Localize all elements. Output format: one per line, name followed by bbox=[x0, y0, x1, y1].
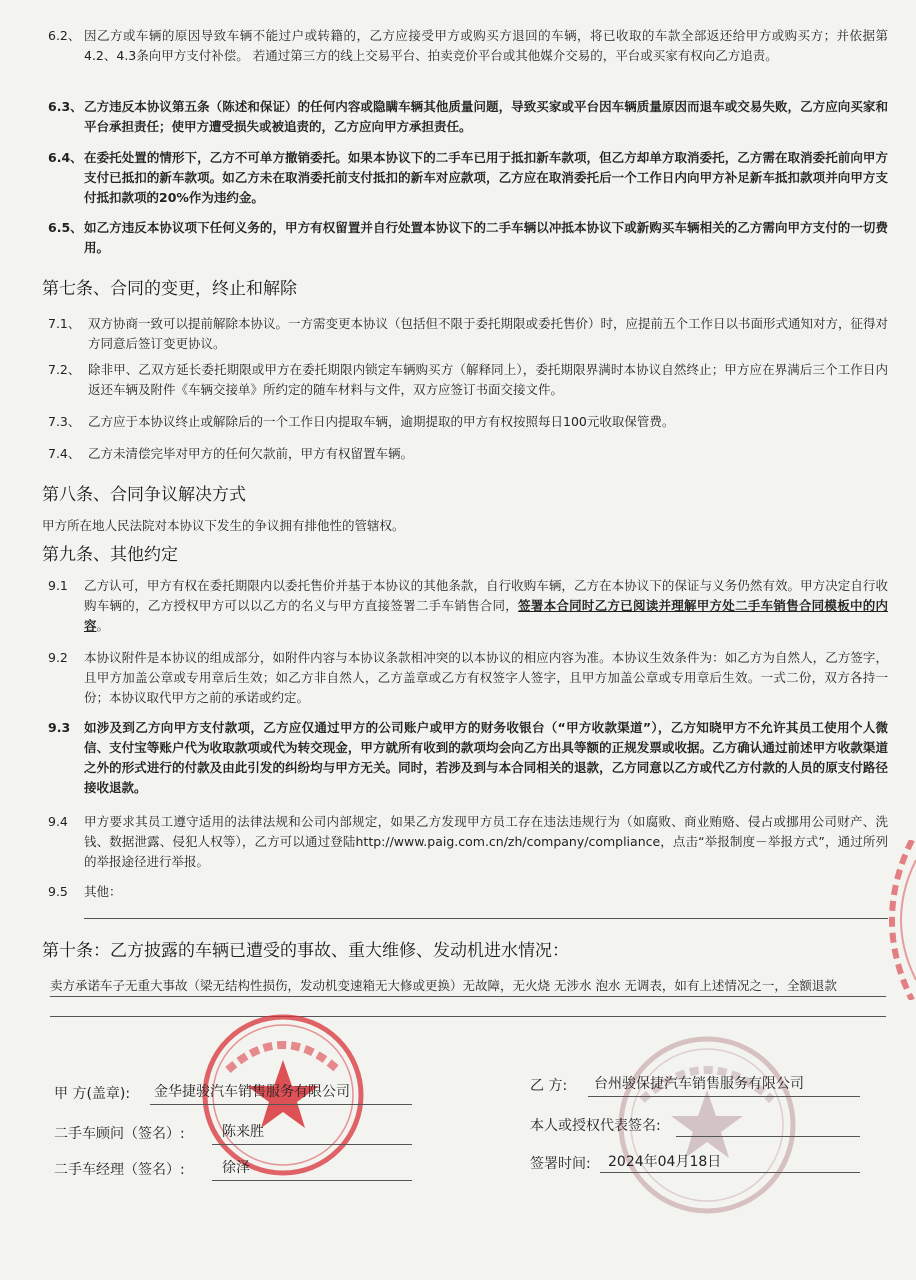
party-a-name: 金华捷骏汽车销售服务有限公司 bbox=[154, 1084, 350, 1100]
section-8-title: 第八条、合同争议解决方式 bbox=[42, 485, 246, 505]
clause-6-4 bbox=[48, 148, 888, 208]
clause-end: 。 bbox=[96, 618, 110, 633]
disclosure-line-2 bbox=[50, 1016, 886, 1017]
signing-date: 2024年04月18日 bbox=[608, 1154, 722, 1170]
clause-text: 乙方违反本协议第五条（陈述和保证）的任何内容或隐瞒车辆其他质量问题，导致买家或平台因车辆质量原因而退车或交易失败，乙方应向买家和平台承担责任；使甲方遭受损失或被追责的，乙方应向甲方承担责任。 bbox=[84, 99, 888, 134]
clause-text: 在委托处置的情形下，乙方不可单方撤销委托。如果本协议下的二手车已用于抵扣新车款项，但乙方却单方取消委托，乙方需在取消委托前向甲方支付已抵扣的新车款项。如乙方未在取消委托前支付抵扣的新车对应款项，乙方应在取消委托后一个工作日内向甲方补足新车抵扣款项并向甲方支付抵扣款项的20%作为违约金。 bbox=[84, 150, 888, 205]
clause-9-3 bbox=[48, 718, 888, 798]
advisor-line bbox=[212, 1144, 412, 1145]
section-9-title: 第九条、其他约定 bbox=[42, 545, 178, 565]
clause-9-1 bbox=[48, 576, 888, 636]
clause-number: 6.3、 bbox=[48, 99, 83, 114]
clause-number: 9.3 bbox=[48, 720, 71, 735]
clause-text: 除非甲、乙双方延长委托期限或甲方在委托期限内锁定车辆购买方（解释同上），委托期限界满时本协议自然终止；甲方应在界满后三个工作日内返还车辆及附件《车辆交接单》所约定的随车材料与文件，双方应签订书面交接文件。 bbox=[88, 362, 888, 397]
party-a-label: 甲 方(盖章): bbox=[54, 1086, 131, 1102]
section-10-title: 第十条：乙方披露的车辆已遭受的事故、重大维修、发动机进水情况： bbox=[42, 941, 569, 961]
clause-7-1 bbox=[48, 314, 888, 354]
clause-number: 7.4、 bbox=[48, 446, 81, 461]
clause-number: 9.5 bbox=[48, 884, 68, 899]
clause-number: 9.1 bbox=[48, 578, 68, 593]
clause-number: 7.1、 bbox=[48, 316, 81, 331]
clause-text: 双方协商一致可以提前解除本协议。一方需变更本协议（包括但不限于委托期限或委托售价）时，应提前五个工作日以书面形式通知对方，征得对方同意后签订变更协议。 bbox=[88, 316, 889, 351]
party-b-line bbox=[588, 1096, 860, 1097]
clause-9-4 bbox=[48, 812, 888, 872]
edge-seal-fragment bbox=[862, 840, 916, 1000]
section-8-text: 甲方所在地人民法院对本协议下发生的争议拥有排他性的管辖权。 bbox=[42, 518, 405, 533]
party-b-label: 乙 方: bbox=[530, 1078, 568, 1094]
section-7-title: 第七条、合同的变更，终止和解除 bbox=[42, 279, 297, 299]
clause-text: 甲方要求其员工遵守适用的法律法规和公司内部规定，如果乙方发现甲方员工存在违法违规行为（如腐败、商业贿赂、侵占或挪用公司财产、洗钱、数据泄露、侵犯人权等），乙方可以通过登陆http://www.paig.com.cn/zh/company/compliance，点击“举报制度－举报方式”，通过所列的举报途径进行举报。 bbox=[84, 814, 888, 869]
representative-label: 本人或授权代表签名: bbox=[530, 1118, 661, 1134]
clause-number: 7.3、 bbox=[48, 414, 81, 429]
representative-line bbox=[676, 1136, 860, 1137]
clause-number: 7.2、 bbox=[48, 362, 81, 377]
clause-body: 乙方认可，甲方有权在委托期限内以委托售价并基于本协议的其他条款，自行收购车辆，乙方在本协议下的保证与义务仍然有效。甲方决定自行收购车辆的，乙方授权甲方可以以乙方的名义与甲方直接签署二手车销售合同， bbox=[84, 578, 888, 613]
party-b-name: 台州骏保捷汽车销售服务有限公司 bbox=[594, 1076, 804, 1092]
clause-text: 乙方未清偿完毕对甲方的任何欠款前，甲方有权留置车辆。 bbox=[88, 446, 414, 461]
date-label: 签署时间: bbox=[530, 1156, 591, 1172]
disclosure-line-1 bbox=[50, 996, 886, 997]
clause-text: 如涉及到乙方向甲方支付款项，乙方应仅通过甲方的公司账户或甲方的财务收银台（“甲方收款渠道”），乙方知晓甲方不允许其员工使用个人微信、支付宝等账户代为收取款项或代为转交现金，甲方就所有收到的款项均会向乙方出具等额的正规发票或收据。乙方确认通过前述甲方收款渠道之外的形式进行的付款及由此引发的纠纷均与甲方无关。同时，若涉及到与本合同相关的退款，乙方同意以乙方或代乙方付款的人员的原支付路径接收退款。 bbox=[84, 720, 888, 795]
date-line bbox=[600, 1172, 860, 1173]
other-terms-line bbox=[84, 918, 888, 919]
clause-text: 因乙方或车辆的原因导致车辆不能过户或转籍的，乙方应接受甲方或购买方退回的车辆，将已收取的车款全部返还给甲方或购买方；并依据第4.2、4.3条向甲方支付补偿。 若通过第三方的线上交易平台、拍卖竞价平台或其他媒介交易的，平台或买家有权向乙方追责。 bbox=[84, 28, 888, 63]
manager-line bbox=[212, 1180, 412, 1181]
clause-6-5 bbox=[48, 218, 888, 258]
clause-7-3 bbox=[48, 412, 888, 432]
manager-label: 二手车经理（签名）: bbox=[54, 1162, 185, 1178]
advisor-signature: 陈来胜 bbox=[222, 1124, 264, 1140]
clause-number: 6.5、 bbox=[48, 220, 83, 235]
clause-9-2 bbox=[48, 648, 888, 708]
party-a-line bbox=[150, 1104, 412, 1105]
clause-text: 本协议附件是本协议的组成部分，如附件内容与本协议条款相冲突的以本协议的相应内容为准。本协议生效条件为：如乙方为自然人，乙方签字，且甲方加盖公章或专用章后生效；如乙方非自然人，乙方盖章或乙方有权签字人签字，且甲方加盖公章或专用章后生效。一式二份，双方各持一份；本协议取代甲方之前的承诺或约定。 bbox=[84, 650, 888, 705]
clause-number: 6.2、 bbox=[48, 28, 81, 43]
section-10-text: 卖方承诺车子无重大事故（梁无结构性损伤，发动机变速箱无大修或更换）无故障，无火烧 无涉水 泡水 无调表，如有上述情况之一，全额退款 bbox=[50, 978, 837, 993]
clause-6-2 bbox=[48, 26, 888, 66]
clause-text: 乙方应于本协议终止或解除后的一个工作日内提取车辆，逾期提取的甲方有权按照每日100元收取保管费。 bbox=[88, 414, 675, 429]
clause-7-4 bbox=[48, 444, 888, 464]
clause-text: 其他： bbox=[84, 884, 122, 899]
clause-number: 9.4 bbox=[48, 814, 68, 829]
clause-emphasis: 签署本合同时乙方已阅读并理解甲方处二手车销售合同模板中的内容 bbox=[84, 598, 888, 633]
manager-signature: 徐泽 bbox=[222, 1160, 250, 1176]
clause-number: 6.4、 bbox=[48, 150, 83, 165]
clause-9-5 bbox=[48, 882, 888, 902]
clause-7-2 bbox=[48, 360, 888, 400]
advisor-label: 二手车顾问（签名）: bbox=[54, 1126, 185, 1142]
clause-6-3 bbox=[48, 97, 888, 137]
clause-text: 如乙方违反本协议项下任何义务的，甲方有权留置并自行处置本协议下的二手车辆以冲抵本协议下或新购买车辆相关的乙方需向甲方支付的一切费用。 bbox=[84, 220, 888, 255]
clause-text bbox=[84, 576, 888, 636]
clause-number: 9.2 bbox=[48, 650, 68, 665]
